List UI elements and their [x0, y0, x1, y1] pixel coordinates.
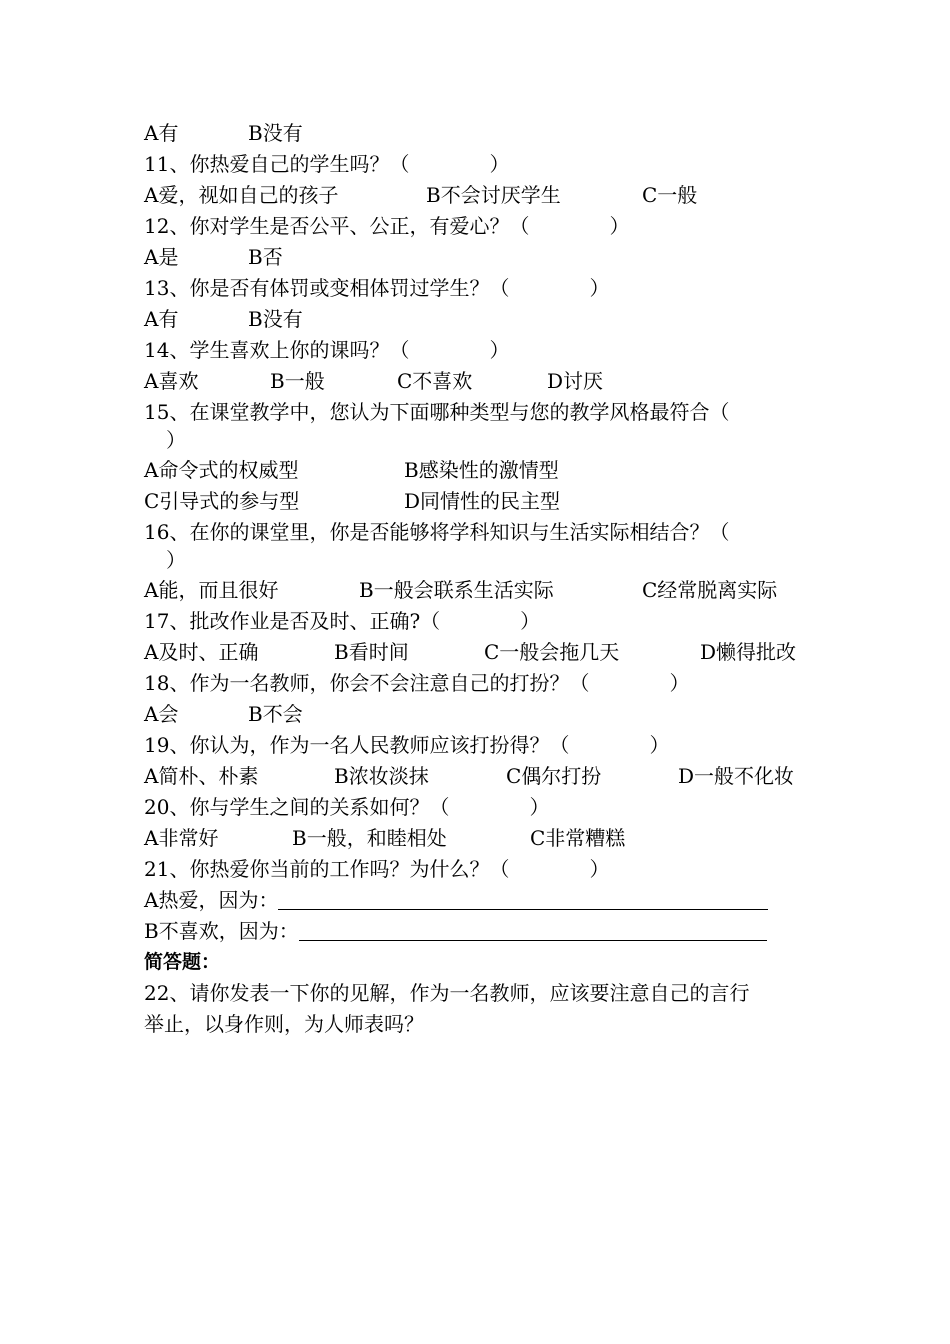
option: A简朴、朴素 [144, 764, 259, 788]
option: C不喜欢 [397, 369, 473, 393]
document-page [144, 118, 824, 1040]
answer-label: B不喜欢，因为： [144, 919, 299, 943]
options-row [144, 575, 824, 606]
option: D懒得批改 [700, 640, 797, 664]
option: D讨厌 [547, 369, 604, 393]
option: A有 [144, 121, 179, 145]
answer-line [144, 885, 824, 916]
option: C一般会拖几天 [484, 640, 620, 664]
question-15: 15、在课堂教学中，您认为下面哪种类型与您的教学风格最符合（ [144, 400, 730, 424]
option: B否 [248, 245, 283, 269]
option: A能，而且很好 [144, 578, 279, 602]
option: B一般会联系生活实际 [359, 578, 554, 602]
options-row [144, 180, 824, 211]
option: A有 [144, 307, 179, 331]
options-row [144, 304, 824, 335]
option: B感染性的激情型 [404, 458, 559, 482]
option: B不会 [248, 702, 303, 726]
answer-label: A热爱，因为： [144, 888, 279, 912]
answer-line [144, 916, 824, 947]
question-15-cont: ） [166, 428, 186, 452]
option: B一般 [270, 369, 325, 393]
answer-blank[interactable] [278, 889, 768, 910]
option: A命令式的权威型 [144, 458, 299, 482]
options-row [144, 242, 824, 273]
question-19: 19、你认为，作为一名人民教师应该打扮得？（ ） [144, 733, 670, 757]
question-14: 14、学生喜欢上你的课吗？（ ） [144, 338, 510, 362]
question-11: 11、你热爱自己的学生吗？（ ） [144, 152, 510, 176]
option: B浓妆淡抹 [334, 764, 429, 788]
option: D一般不化妆 [678, 764, 795, 788]
options-row [144, 823, 824, 854]
question-22-cont: 举止，以身作则，为人师表吗？ [144, 1012, 424, 1036]
options-row [144, 637, 824, 668]
options-row [144, 699, 824, 730]
option: D同情性的民主型 [404, 489, 561, 513]
question-22: 22、请你发表一下你的见解，作为一名教师，应该要注意自己的言行 [144, 981, 750, 1005]
option: A爱，视如自己的孩子 [144, 183, 339, 207]
option: A会 [144, 702, 179, 726]
question-18: 18、作为一名教师，你会不会注意自己的打扮？（ ） [144, 671, 690, 695]
option: B没有 [248, 121, 303, 145]
option: A及时、正确 [144, 640, 259, 664]
question-16: 16、在你的课堂里，你是否能够将学科知识与生活实际相结合？（ [144, 520, 730, 544]
section-heading: 简答题： [144, 951, 221, 973]
option: C非常糟糕 [530, 826, 626, 850]
option: B看时间 [334, 640, 409, 664]
options-row [144, 455, 824, 486]
answer-blank[interactable] [299, 920, 767, 941]
question-12: 12、你对学生是否公平、公正，有爱心？（ ） [144, 214, 630, 238]
option: A非常好 [144, 826, 219, 850]
option: B没有 [248, 307, 303, 331]
options-row [144, 366, 824, 397]
option: A喜欢 [144, 369, 199, 393]
options-row [144, 486, 824, 517]
options-row [144, 118, 824, 149]
question-20: 20、你与学生之间的关系如何？（ ） [144, 795, 550, 819]
question-13: 13、你是否有体罚或变相体罚过学生？（ ） [144, 276, 610, 300]
option: C引导式的参与型 [144, 489, 300, 513]
question-16-cont: ） [166, 548, 186, 572]
option: B不会讨厌学生 [426, 183, 561, 207]
options-row [144, 761, 824, 792]
option: B一般，和睦相处 [292, 826, 447, 850]
option: C经常脱离实际 [642, 578, 778, 602]
option: A是 [144, 245, 179, 269]
question-21: 21、你热爱你当前的工作吗？为什么？（ ） [144, 857, 610, 881]
option: C偶尔打扮 [506, 764, 602, 788]
question-17: 17、批改作业是否及时、正确?（ ） [144, 609, 541, 633]
option: C一般 [642, 183, 698, 207]
